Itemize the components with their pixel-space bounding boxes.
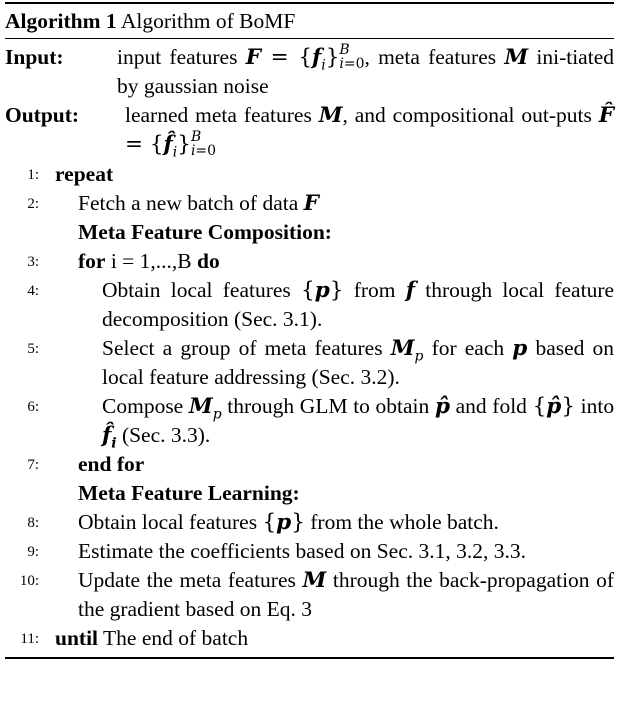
step-text-c: through local feature decomposition (Sec. 3.1). — [102, 278, 615, 331]
output-text-a: learned meta features — [125, 103, 312, 127]
step-math-c: {p̂} — [532, 394, 575, 419]
step-number: 7: — [27, 457, 39, 473]
input-text-a: input features — [117, 45, 238, 69]
step-text-e: (Sec. 3.3). — [121, 423, 211, 447]
step-text-b: through GLM to obtain — [227, 394, 430, 418]
input-text-c: ini-tiated by gaussian noise — [117, 45, 614, 98]
step-7 — [5, 450, 614, 479]
step-math-b: p̂ — [434, 394, 450, 419]
step-number: 10: — [19, 573, 39, 589]
step-number: 5: — [27, 341, 39, 357]
step-number: 9: — [27, 544, 39, 560]
step-math-a: M — [302, 568, 327, 593]
output-label: Output: — [5, 103, 80, 127]
step-number: 6: — [27, 399, 39, 415]
step-text-b: from the whole batch. — [310, 510, 499, 534]
output-line — [5, 101, 614, 159]
step-math-a: {p} — [301, 278, 344, 303]
step-math-d: $f̂_i$ — [102, 423, 117, 452]
step-text-c: based on local feature addressing (Sec. 3.2). — [102, 336, 615, 389]
step-text: The end of batch — [103, 626, 249, 650]
step-text-a: Obtain local features — [102, 278, 291, 302]
step-number: 3: — [27, 254, 39, 270]
step-text-b: through the back-propagation of the gradient based on Eq. 3 — [78, 568, 615, 621]
keyword-until: until — [55, 626, 99, 650]
section-heading-composition — [5, 218, 614, 247]
step-10 — [5, 566, 614, 624]
heading-text: Meta Feature Learning: — [78, 481, 300, 505]
bottom-rule — [5, 657, 614, 659]
keyword-for: for — [78, 249, 106, 273]
caption-rule — [5, 38, 614, 39]
step-text-c: and fold — [455, 394, 527, 418]
input-label: Input: — [5, 45, 64, 69]
step-6 — [5, 392, 614, 450]
step-9 — [5, 537, 614, 566]
step-text: Fetch a new batch of data — [78, 191, 299, 215]
caption-title: Algorithm of BoMF — [120, 9, 296, 33]
step-4 — [5, 276, 614, 334]
input-text-b: , meta features — [364, 45, 497, 69]
output-math-a: M — [318, 103, 343, 128]
step-number: 2: — [27, 196, 39, 212]
keyword-do: do — [197, 249, 220, 273]
step-11 — [5, 624, 614, 653]
step-number: 4: — [27, 283, 39, 299]
step-text: Estimate the coefficients based on Sec. 3.1, 3.2, 3.3. — [78, 539, 527, 563]
step-number: 8: — [27, 515, 39, 531]
algorithm-block — [5, 2, 614, 659]
algorithm-caption — [5, 4, 614, 38]
step-text-a: Update the meta features — [78, 568, 296, 592]
heading-text: Meta Feature Composition: — [78, 220, 332, 244]
step-text-a: Compose — [102, 394, 184, 418]
step-3 — [5, 247, 614, 276]
step-math-a: $M_p$ — [188, 394, 222, 423]
step-number: 1: — [27, 167, 39, 183]
step-math-a: {p} — [262, 510, 305, 535]
step-text-a: Select a group of meta features — [102, 336, 383, 360]
step-1 — [5, 160, 614, 189]
caption-label: Algorithm 1 — [5, 9, 117, 33]
step-number: 11: — [20, 631, 39, 647]
step-text-b: for each — [431, 336, 505, 360]
input-math-a: $F = \{f_i\}$ B i=0 — [245, 42, 365, 74]
input-line — [5, 43, 614, 101]
step-text-a: Obtain local features — [78, 510, 258, 534]
keyword-end-for: end for — [78, 452, 145, 476]
step-text-d: into — [580, 394, 615, 418]
step-8 — [5, 508, 614, 537]
input-math-b: M — [504, 45, 529, 70]
step-math: F — [303, 191, 319, 216]
output-math-b: F̂ = $\{f̂_i\}$ B i=0 — [125, 103, 614, 161]
step-2 — [5, 189, 614, 218]
step-text: i = 1,...,B — [110, 249, 192, 273]
step-text-b: from — [353, 278, 396, 302]
algorithm-steps — [5, 160, 614, 653]
output-text-b: , and compositional out-puts — [342, 103, 592, 127]
step-math-b: f — [405, 278, 415, 303]
step-5 — [5, 334, 614, 392]
section-heading-learning — [5, 479, 614, 508]
keyword-repeat: repeat — [55, 162, 114, 186]
step-math-b: p — [512, 336, 528, 361]
step-math-a: $M_p$ — [390, 336, 424, 365]
